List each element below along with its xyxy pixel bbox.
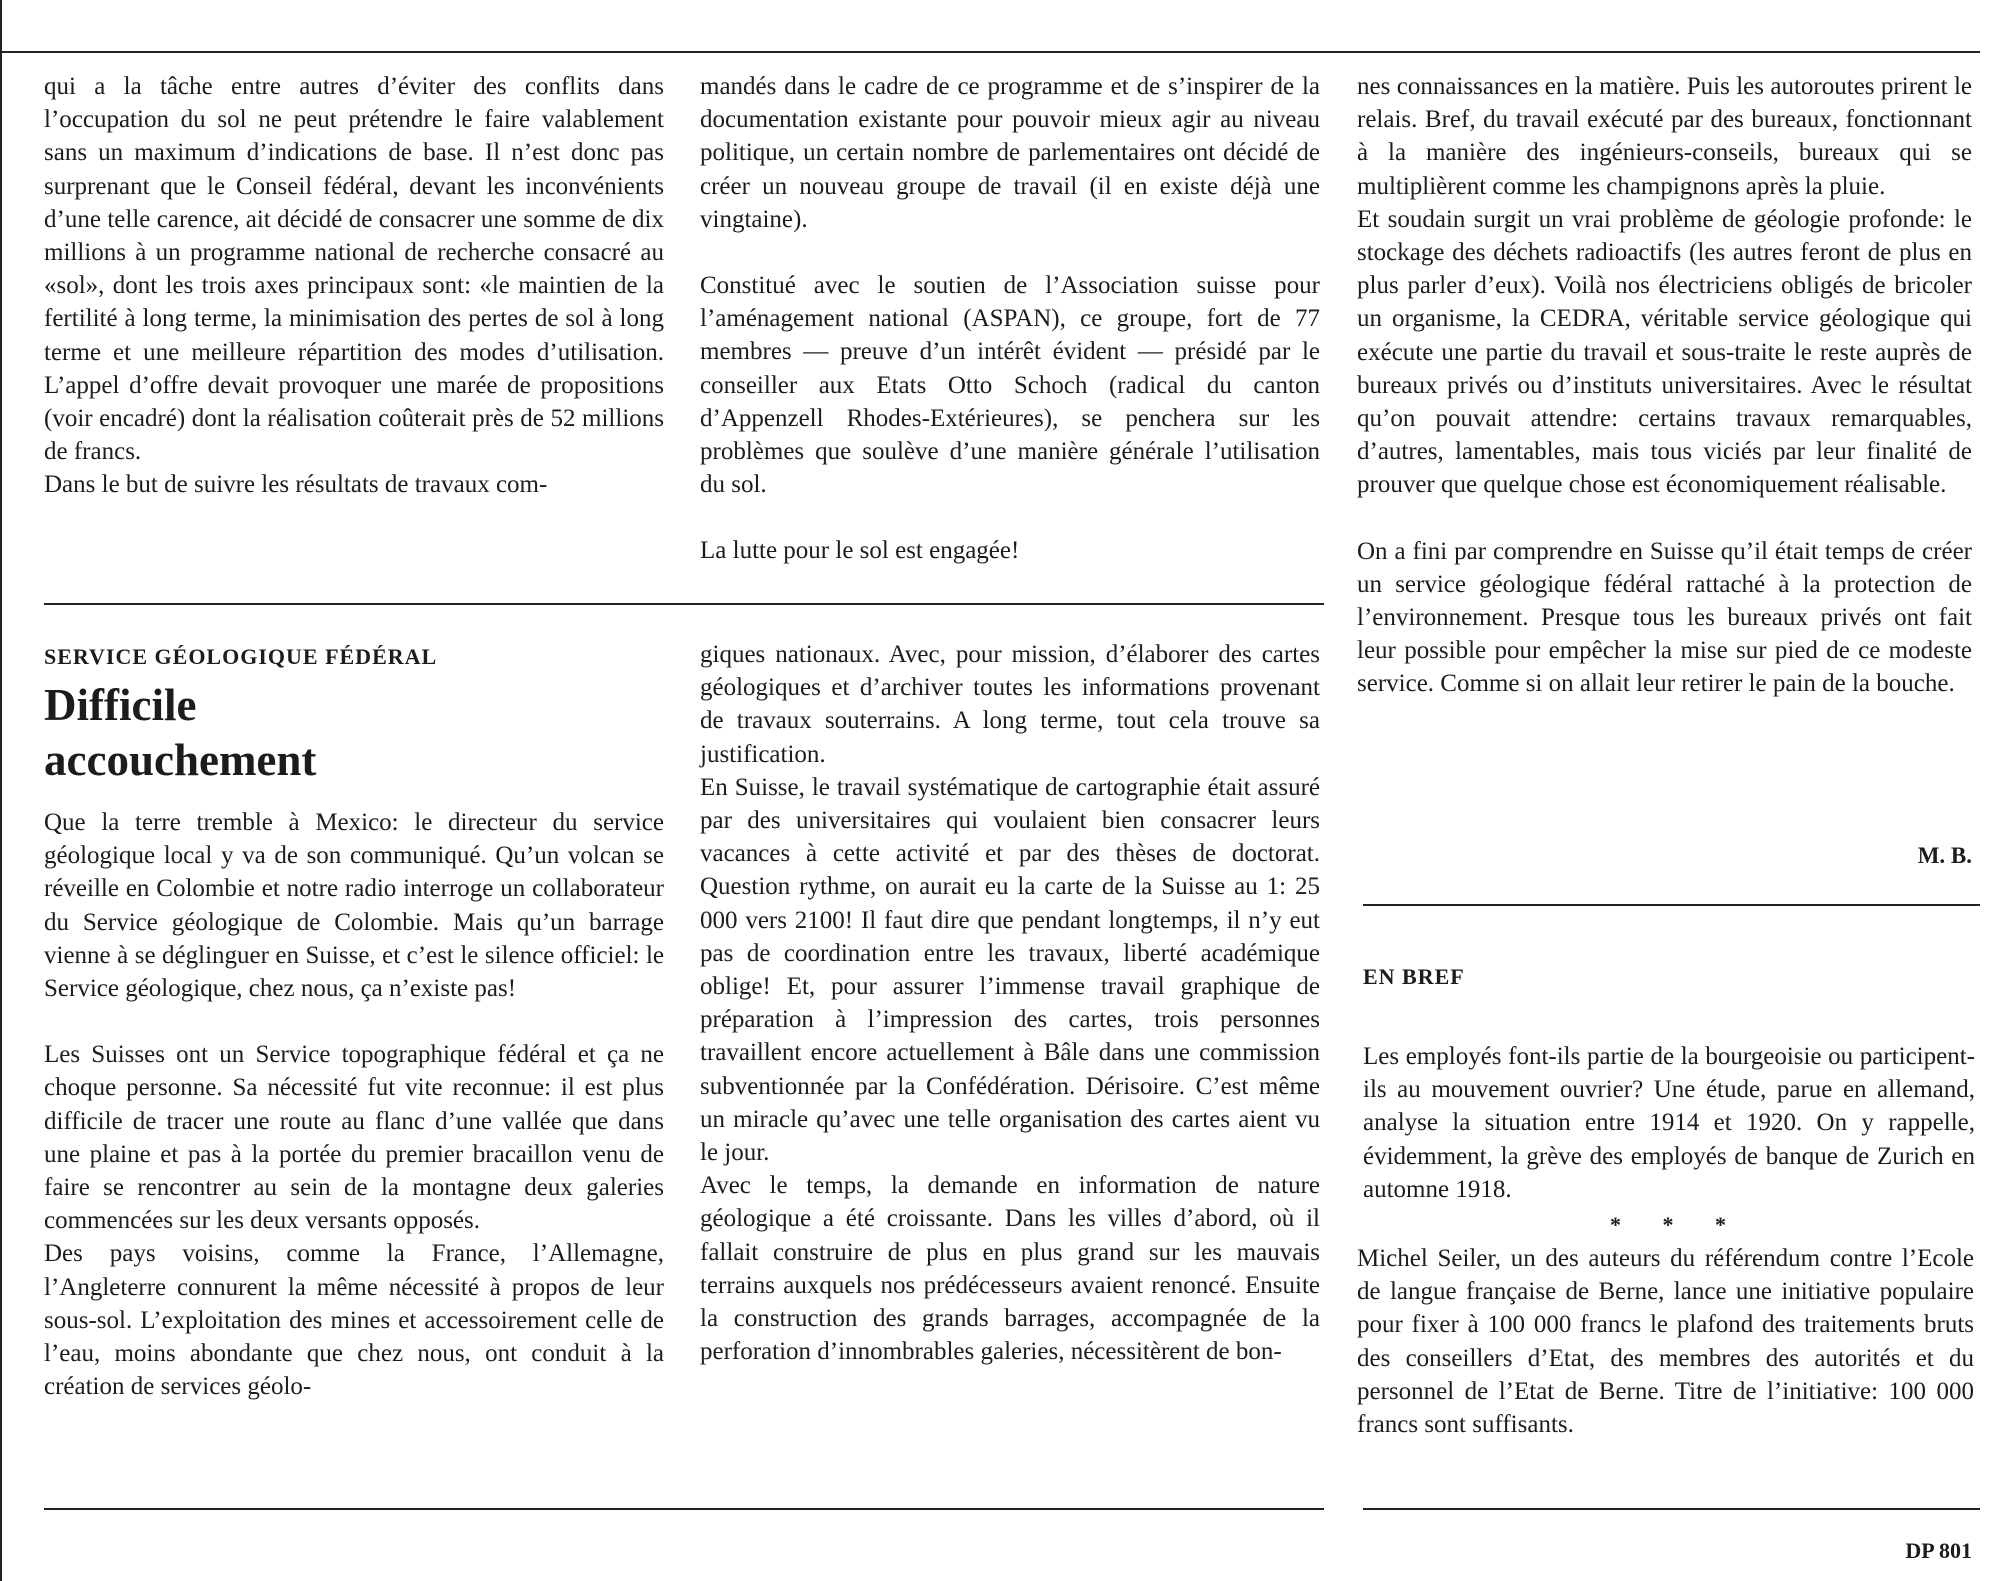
article-headline (44, 678, 316, 788)
paragraph: On a fini par comprendre en Suisse qu’il était temps de créer un service géologique fédéral rattaché à la protection de l’environnement. Presque tous les bureaux privés ont fait leur possible pour empêcher la mise sur pied de ce modeste service. Comme si on allait leur retirer le pain de la bouche. (1357, 537, 1972, 698)
paragraph: Avec le temps, la demande en information de nature géologique a été croissante. Dans les villes d’abord, où il fallait construire de plus en plus grand sur les mauvais terrains auxquels nos prédécesseurs avaient renoncé. Ensuite la construction des grands barrages, accompagnée de la perforation d’innombrables galeries, nécessitèrent de bon- (700, 1172, 1320, 1366)
bottom-rule-right (1363, 1508, 1980, 1510)
bottom-rule-left (44, 1508, 1324, 1510)
paragraph: La lutte pour le sol est engagée! (700, 537, 1020, 565)
brief-separator: * * * (1610, 1212, 1744, 1237)
paragraph: nes connaissances en la matière. Puis les autoroutes prirent le relais. Bref, du travail exécuté par des bureaux, fonctionnant à la manière des ingénieurs-conseils, bureaux qui se multiplièrent comme les champignons après la pluie. (1357, 73, 1972, 200)
paragraph: En Suisse, le travail systématique de cartographie était assuré par des universitaires qui voulaient bien consacrer leurs vacances à cette activité et par des thèses de doctorat. Question rythme, on aurait eu la carte de la Suisse au 1: 25 000 vers 2100! Il faut dire que pendant longtemps, il n’y eut pas de coordination entre les travaux, liberté académique oblige! Et, pour assurer l’immense travail graphique de préparation à l’impression des cartes, trois personnes travaillent encore actuellement à Bâle dans une commission subventionnée par la Confédération. Dérisoire. C’est même un miracle qu’avec une telle organisation des cartes aient vu le jour. (700, 773, 1320, 1167)
paragraph: mandés dans le cadre de ce programme et de s’inspirer de la documentation existante pour pouvoir mieux agir au niveau politique, un certain nombre de parlementaires ont décidé de créer un nouveau groupe de travail (il en existe déjà une vingtaine). (700, 73, 1320, 233)
paragraph: Michel Seiler, un des auteurs du référendum contre l’Ecole de langue française de Berne, lance une initiative populaire pour fixer à 100 000 francs le plafond des traitements bruts des conseillers d’Etat, des membres des autorités et du personnel de l’Etat de Berne. Titre de l’initiative: 100 000 francs sont suffisants. (1357, 1245, 1974, 1439)
paragraph: Et soudain surgit un vrai problème de géologie profonde: le stockage des déchets radioactifs (les autres feront de plus en plus parler d’eux). Voilà nos électriciens obligés de bricoler un organisme, la CEDRA, véritable service géologique qui exécute une partie du travail et sous-traite le reste auprès de bureaux privés ou d’instituts universitaires. Avec le résultat qu’on pouvait attendre: certains travaux remarquables, d’autres, lamentables, mais tous viciés par leur finalité de prouver que quelque chose est économiquement réalisable. (1357, 205, 1972, 499)
top-column-2 (700, 70, 1320, 568)
paragraph: Les employés font-ils partie de la bourgeoisie ou participent-ils au mouvement ouvrier? Une étude, parue en allemand, analyse la situation entre 1914 et 1920. On y rappelle, évidemment, la grève des employés de banque de Zurich en automne 1918. (1363, 1043, 1975, 1203)
paragraph: giques nationaux. Avec, pour mission, d’élaborer des cartes géologiques et d’archiver toutes les informations provenant de travaux souterrains. A long terme, tout cela trouve sa justification. (700, 641, 1320, 768)
paragraph: Que la terre tremble à Mexico: le directeur du service géologique local y va de son communiqué. Qu’un volcan se réveille en Colombie et notre radio interroge un collaborateur du Service géologique de Colombie. Mais qu’un barrage vienne à se déglinguer en Suisse, et c’est le silence officiel: le Service géologique, chez nous, ça n’existe pas! (44, 809, 664, 1003)
brief-item-2 (1357, 1242, 1974, 1441)
brief-item-1 (1363, 1040, 1975, 1206)
article-column-3 (1357, 70, 1972, 701)
article-kicker: SERVICE GÉOLOGIQUE FÉDÉRAL (44, 644, 438, 669)
article-column-1 (44, 806, 664, 1403)
paragraph: Les Suisses ont un Service topographique fédéral et ça ne choque personne. Sa nécessité fut vite reconnue: il est plus difficile de tracer une route au flanc d’une vallée que dans une plaine et pas à la portée du premier bracaillon venu de faire se rencontrer au sein de la montagne deux galeries commencées sur les deux versants opposés. (44, 1041, 664, 1235)
page-folio: DP 801 (1905, 1538, 1972, 1563)
top-rule (0, 51, 1980, 53)
left-edge-rule (0, 0, 2, 1581)
brief-heading: EN BREF (1363, 964, 1465, 989)
right-mid-rule (1363, 904, 1980, 906)
paragraph: Dans le but de suivre les résultats de travaux com- (44, 471, 548, 499)
headline-line-2: accouchement (44, 735, 317, 785)
middle-rule (44, 603, 1324, 605)
paragraph: Constitué avec le soutien de l’Association suisse pour l’aménagement national (ASPAN), ce groupe, fort de 77 membres — preuve d’un intérêt évident — présidé par le conseiller aux Etats Otto Schoch (radical du canton d’Appenzell Rhodes-Extérieures), se penchera sur les problèmes que soulève d’une manière générale l’utilisation du sol. (700, 272, 1320, 499)
paragraph: Des pays voisins, comme la France, l’Allemagne, l’Angleterre connurent la même nécessité à propos de leur sous-sol. L’exploitation des mines et accessoirement celle de l’eau, moins abondante que chez nous, ont conduit à la création de services géolo- (44, 1240, 664, 1401)
headline-line-1: Difficile (44, 680, 197, 730)
article-column-2 (700, 638, 1320, 1368)
paragraph: qui a la tâche entre autres d’éviter des conflits dans l’occupation du sol ne peut prétendre le faire valablement sans un maximum d’indications de base. Il n’est donc pas surprenant que le Conseil fédéral, devant les inconvénients d’une telle carence, ait décidé de consacrer une somme de dix millions à un programme national de recherche consacré au «sol», dont les trois axes principaux sont: «le maintien de la fertilité à long terme, la minimisation des pertes de sol à long terme et une meilleure répartition des modes d’utilisation. L’appel d’offre devait provoquer une marée de propositions (voir encadré) dont la réalisation coûterait près de 52 millions de francs. (44, 73, 664, 466)
top-column-1 (44, 70, 664, 502)
author-signature: M. B. (1917, 843, 1972, 868)
